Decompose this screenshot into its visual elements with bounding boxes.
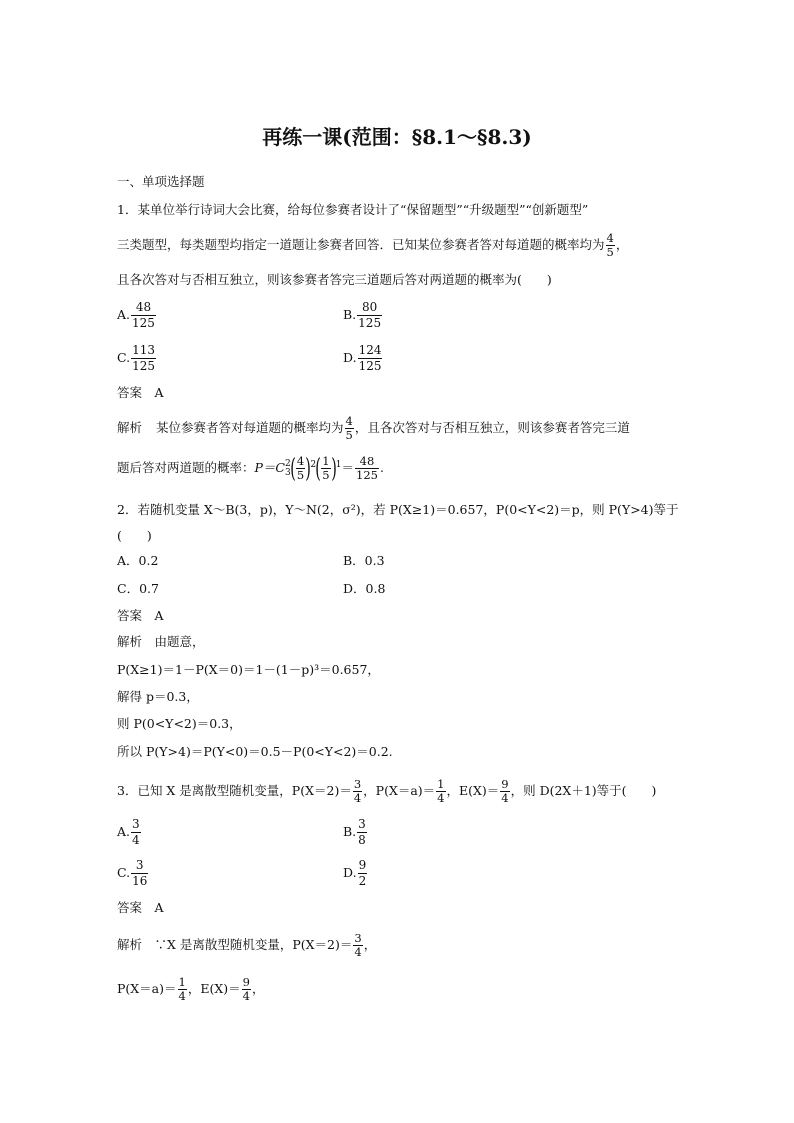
right-paren: ) — [305, 453, 312, 484]
q1-analysis-text: 某位参赛者答对每道题的概率均为 — [156, 420, 344, 435]
fraction-denominator: 125 — [132, 316, 155, 330]
fraction-numerator: 1 — [322, 454, 330, 468]
fraction-denominator: 16 — [132, 874, 148, 888]
exponent: 2 — [310, 459, 317, 470]
formula-fraction-1 — [296, 455, 305, 482]
fraction-numerator: 3 — [354, 931, 362, 945]
fraction-numerator: 1 — [178, 975, 186, 989]
option-label: B. — [343, 307, 357, 322]
fraction-numerator: 113 — [132, 343, 155, 357]
q1-stem-line3: 且各次答对与否相互独立，则该参赛者答完三道题后答对两道题的概率为( ) — [117, 272, 552, 287]
q2-analysis-line3: 解得 p＝0.3， — [117, 689, 199, 704]
q1-analysis-fraction — [345, 415, 354, 442]
combination-lower: 3 — [285, 467, 291, 478]
q3-analysis-fraction-2 — [242, 976, 251, 1003]
q3-analysis-text-end: ， — [363, 937, 377, 952]
q3-option-a — [117, 817, 142, 848]
q3-stem-fraction-1 — [353, 778, 362, 805]
option-fraction — [131, 817, 141, 848]
fraction-denominator: 4 — [353, 791, 362, 805]
fraction-denominator: 8 — [358, 833, 366, 847]
option-fraction — [357, 817, 367, 848]
fraction-denominator: 125 — [358, 316, 382, 330]
q1-analysis-line2 — [117, 455, 384, 482]
option-label: C. — [117, 865, 131, 880]
option-label: A. — [117, 824, 131, 839]
q3-analysis-text: ，E(X)＝ — [187, 981, 241, 996]
option-fraction — [357, 300, 382, 331]
fraction-denominator: 125 — [356, 468, 378, 482]
analysis-label: 解析 — [117, 420, 143, 435]
q1-stem-line2-end: ， — [615, 237, 629, 252]
q1-option-d — [343, 343, 383, 374]
option-fraction — [358, 858, 368, 889]
option-label: C. — [117, 350, 131, 365]
fraction-numerator: 124 — [358, 343, 382, 357]
q2-stem-line1: 2．若随机变量 X～B(3，p)，Y～N(2，σ²)，若 P(X≥1)＝0.657，P(0<Y<2)＝p，则 P(Y>4)等于 — [117, 502, 679, 517]
fraction-numerator: 48 — [359, 454, 375, 468]
q3-stem-fraction-2 — [436, 778, 445, 805]
q3-analysis-text: P(X＝a)＝ — [117, 981, 177, 996]
exponent: 1 — [335, 459, 342, 470]
fraction-numerator: 3 — [358, 817, 366, 831]
section-heading: 一、单项选择题 — [117, 174, 205, 189]
fraction-denominator: 125 — [358, 359, 382, 373]
q3-analysis-fraction-1 — [178, 976, 187, 1003]
q3-stem-fraction-3 — [500, 778, 509, 805]
page-title: 再练一课(范围：§8.1～§8.3) — [262, 125, 532, 149]
fraction-denominator: 4 — [501, 791, 509, 805]
fraction-denominator: 5 — [345, 428, 353, 442]
fraction-numerator: 3 — [135, 858, 144, 872]
option-label: A. — [117, 307, 131, 322]
fraction-denominator: 4 — [178, 989, 186, 1003]
q3-analysis-line1 — [117, 932, 376, 959]
combination-upper: 2 — [285, 458, 291, 469]
q2-answer: 答案 A — [117, 608, 164, 623]
fraction-denominator: 4 — [354, 945, 362, 959]
q1-stem-line2-text: 三类题型，每类题型均指定一道题让参赛者回答．已知某位参赛者答对每道题的概率均为 — [117, 237, 605, 252]
q3-analysis-fraction — [353, 932, 362, 959]
q3-stem-text: ，P(X＝a)＝ — [363, 783, 436, 798]
q3-stem-text: ，E(X)＝ — [446, 783, 500, 798]
fraction-numerator: 4 — [296, 454, 305, 468]
fraction-numerator: 1 — [437, 777, 445, 791]
fraction-denominator: 5 — [606, 245, 614, 259]
q1-analysis2-text: 题后答对两道题的概率： — [117, 460, 255, 475]
fraction-numerator: 4 — [345, 414, 353, 428]
left-paren: ( — [315, 453, 321, 484]
q2-option-b: B．0.3 — [343, 553, 385, 568]
option-fraction — [131, 300, 156, 331]
q1-option-b — [343, 300, 383, 331]
q1-analysis-line1 — [117, 415, 630, 442]
right-paren: ) — [330, 453, 337, 484]
option-label: D. — [343, 865, 357, 880]
equals-sign: ＝ — [341, 460, 354, 475]
q3-option-b — [343, 817, 368, 848]
q1-answer: 答案 A — [117, 385, 164, 400]
q1-option-a — [117, 300, 157, 331]
formula-fraction-2 — [321, 455, 330, 482]
formula-result-fraction — [355, 455, 379, 482]
left-paren: ( — [290, 453, 296, 484]
q2-stem-line2: ( ) — [117, 528, 152, 543]
q3-stem — [117, 778, 656, 805]
fraction-denominator: 4 — [132, 833, 140, 847]
q1-analysis-text-end: ，且各次答对与否相互独立，则该参赛者答完三道 — [354, 420, 630, 435]
option-fraction — [358, 343, 383, 374]
q3-answer: 答案 A — [117, 900, 164, 915]
q3-analysis-text-end: ， — [251, 981, 265, 996]
q2-analysis-line5: 所以 P(Y>4)＝P(Y<0)＝0.5－P(0<Y<2)＝0.2. — [117, 744, 393, 759]
q2-analysis-line4: 则 P(0<Y<2)＝0.3， — [117, 716, 242, 731]
q2-option-d: D．0.8 — [343, 581, 386, 596]
q3-stem-text: 3．已知 X 是离散型随机变量，P(X＝2)＝ — [117, 783, 352, 798]
option-label: B. — [343, 824, 357, 839]
q1-option-c — [117, 343, 157, 374]
fraction-denominator: 4 — [437, 791, 445, 805]
q1-prob-fraction — [606, 232, 615, 259]
fraction-numerator: 3 — [132, 817, 140, 831]
fraction-numerator: 4 — [606, 231, 614, 245]
formula-p: P＝C — [254, 460, 285, 475]
q2-analysis-line1: 解析 由题意， — [117, 634, 205, 649]
fraction-denominator: 5 — [296, 468, 305, 482]
q3-option-c — [117, 858, 149, 889]
fraction-denominator: 2 — [358, 874, 367, 888]
fraction-denominator: 5 — [322, 468, 330, 482]
fraction-numerator: 9 — [242, 975, 250, 989]
q1-stem-line2 — [117, 232, 628, 259]
fraction-numerator: 3 — [353, 777, 362, 791]
q3-analysis-line2 — [117, 976, 264, 1003]
q1-stem-line1: 1．某单位举行诗词大会比赛，给每位参赛者设计了“保留题型”“升级题型”“创新题型” — [117, 202, 589, 217]
q3-option-d — [343, 858, 368, 889]
q2-option-a: A．0.2 — [117, 553, 159, 568]
option-label: D. — [343, 350, 357, 365]
q3-analysis-text: 解析 ∵X 是离散型随机变量，P(X＝2)＝ — [117, 937, 353, 952]
option-fraction — [131, 858, 148, 889]
fraction-denominator: 4 — [242, 989, 250, 1003]
q2-analysis-line2: P(X≥1)＝1－P(X＝0)＝1－(1－p)³＝0.657， — [117, 662, 380, 677]
fraction-denominator: 125 — [132, 359, 155, 373]
fraction-numerator: 9 — [501, 777, 509, 791]
fraction-numerator: 80 — [361, 300, 378, 314]
fraction-numerator: 48 — [135, 300, 152, 314]
fraction-numerator: 9 — [358, 858, 367, 872]
option-fraction — [131, 343, 156, 374]
period: . — [379, 460, 384, 475]
q3-stem-text: ，则 D(2X＋1)等于( ) — [510, 783, 657, 798]
q2-option-c: C．0.7 — [117, 581, 159, 596]
